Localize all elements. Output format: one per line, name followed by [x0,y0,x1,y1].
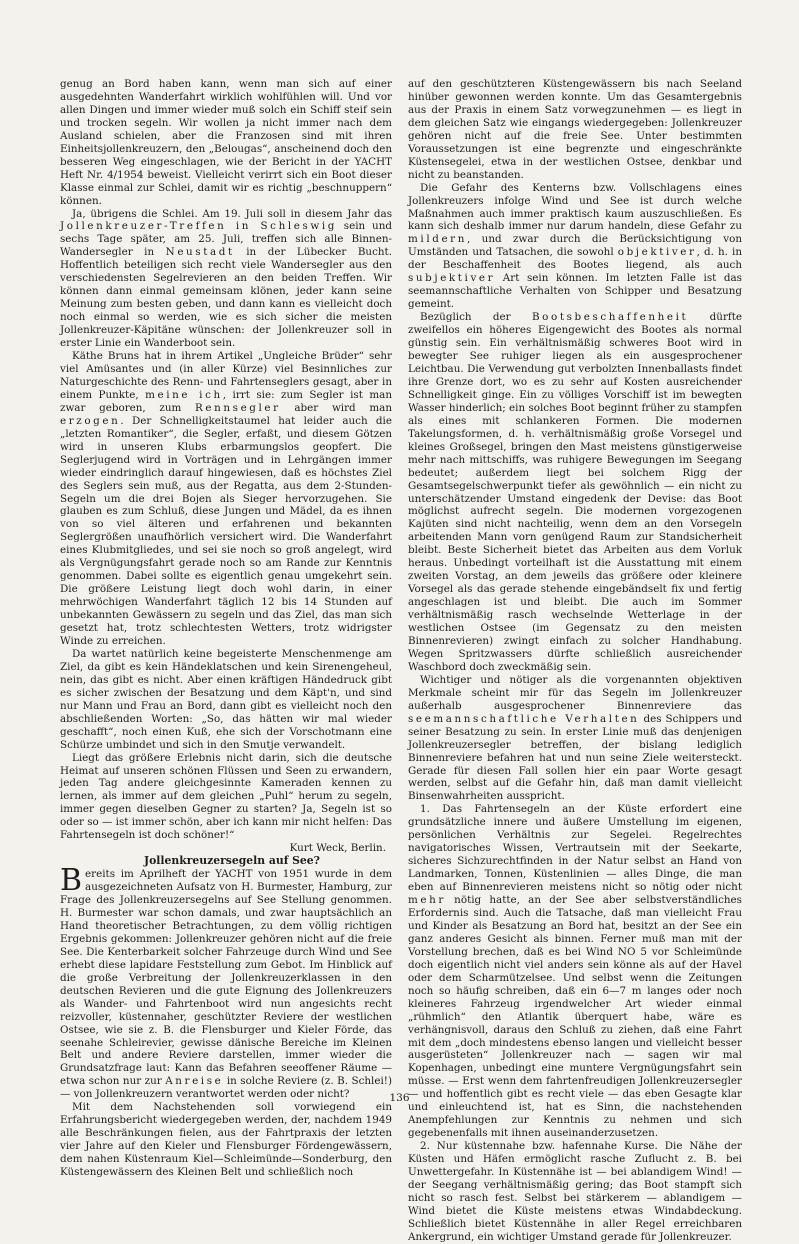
paragraph: Liegt das größere Erlebnis nicht darin, sich die deutsche Heimat auf unseren schönen Flüssen und Seen zu erwandern, jeden Tag andere gleichgesinnte Kameraden kennen zu lernen, als immer auf dem gleichen „Puhl“ herum zu segeln, immer gegen dieselben Gegner zu starten? Ja, Segeln ist so oder so — ist immer schön, aber ich kann mir nicht helfen: Das Fahrtensegeln ist doch schöner!“ [60,751,392,842]
drop-cap: B [60,863,83,899]
paragraph: Bereits im Aprilheft der YACHT von 1951 wurde in dem ausgezeichneten Aufsatz von H. Burmester, Hamburg, zur Frage des Jollenkreuzersegelns auf See Stellung genommen. H. Burmester war schon damals, und zwar hauptsächlich an Hand theoretischer Betrachtungen, zu dem völlig richtigen Ergebnis gekommen: Jollenkreuzer gehören nicht auf die freie See. Die Kenterbarkeit solcher Fahrzeuge durch Wind und See erhebt diese lapidare Feststellung zum Gebot. Im Hinblick auf die große Verbreitung der Jollenkreuzerklassen in den deutschen Revieren und die gute Eignung des Jollenkreuzers als Wander- und Fahrtenboot wird nun angesichts recht reizvoller, küstennaher, geschützter Reviere der westlichen Ostsee, wie sie z. B. die Flensburger und Kieler Förde, das seenahe Schleirevier, gewisse dänische Bereiche im Kleinen Belt und andere Reviere darstellen, immer wieder die Grundsatzfrage laut: Kann das Befahren seeoffener Räume — etwa schon nur zur Anreise in solche Reviere (z. B. Schlei!) — von Jollenkreuzern verantwortet werden oder nicht? [60,863,392,1101]
paragraph: Die Gefahr des Kenterns bzw. Vollschlagens eines Jollenkreuzers infolge Wind und See ist durch welche Maßnahmen auch immer praktisch kaum auszuschließen. Es kann sich deshalb immer nur darum handeln, diese Gefahr zu mildern, und zwar durch die Berücksichtigung von Umständen und Tatsachen, die sowohl objektiver, d. h. in der Beschaffenheit des Bootes liegend, als auch subjektiver Art sein können. Im letzten Falle ist das seemannschaftliche Verhalten von Schipper und Besatzung gemeint. [408,181,743,311]
paragraph: Ja, übrigens die Schlei. Am 19. Juli soll in diesem Jahr das Jollenkreuzer-Treffen in Schleswig sein und sechs Tage später, am 25. Juli, treffen sich alle Binnen-Wandersegler in Neustadt in der Lübecker Bucht. Hoffentlich beteiligen sich recht viele Wandersegler aus den verschiedensten Segelrevieren an den beiden Treffen. Wir können dann einmal gemeinsam klönen, jeder kann seine Meinung zum besten geben, und dann kann es vielleicht doch noch einmal so werden, wie es sich sicher die meisten Jollenkreuzer-Käpitäne wünschen: der Jollenkreuzer soll in erster Linie ein Wanderboot sein. [60,207,392,350]
paragraph: auf den geschützteren Küstengewässern bis nach Seeland hinüber gewonnen werden konnte. Um das Gesamtergebnis aus der Praxis in einem Satz vorwegzunehmen — es liegt in dem gleichen Satz wie eingangs wiedergegeben: Jollenkreuzer gehören nicht auf die freie See. Unter bestimmten Voraussetzungen ist eine begrenzte und eingeschränkte Küstensegelei, etwa in der westlichen Ostsee, denkbar und nicht zu beanstanden. [408,78,742,181]
paragraph: Mit dem Nachstehenden soll vorwiegend ein Erfahrungsbericht wiedergegeben werden, der, nachdem 1949 alle Beschränkungen fielen, aus der Fahrtpraxis der letzten vier Jahre auf den Kieler und Flensburger Fördengewässern, dem nahen Küstenraum Kiel—Schleimünde—Sonderburg, den Küstengewässern des Kleinen Belt und schließlich noch [60,1101,392,1179]
author-signature: Kurt Weck, Berlin. [289,842,386,855]
paragraph: 1. Das Fahrtensegeln an der Küste erfordert eine grundsätzliche innere und äußere Umstellung im eigenen, persönlichen Verhältnis zur Segelei. Regelrechtes navigatorisches Wissen, Vertrautsein mit der Seekarte, sicheres Sichzurechtfinden in der Natur selbst an Hand von Landmarken, Tonnen, Küstenlinien — alles Dinge, die man eben auf Binnenrevieren meistens nicht so nötig oder nicht mehr nötig hatte, an der See aber selbstverständliches Erfordernis sind. Auch die Tatsache, daß man vielleicht Frau und Kinder als Besatzung an Bord hat, besitzt an der See ein ganz anderes Gesicht als binnen. Ferner muß man mit der Vorstellung brechen, daß es bei Wind NO 5 vor Schleimünde doch eigentlich nicht viel anders sein könne als auf der Havel oder dem Scharmützelsee. Und selbst wenn die Zeitungen noch so häufig schreiben, daß ein 6—7 m langes oder noch kleineres Fahrzeug irgendwelcher Art wieder einmal „rühmlich“ den Atlantik überquert habe, wäre es verhängnisvoll, daraus den Schluß zu ziehen, daß eine Fahrt mit dem „doch mindestens ebenso langen und vielleicht besser ausgerüsteten“ Jollenkreuzer nach — sagen wir mal Kopenhagen, unbedingt eine muntere Vergnügungsfahrt sein müsse. — Erst wenn dem fahrtenfreudigen Jollenkreuzersegler — und hoffentlich gibt es recht viele — das eben Gesagte klar und einleuchtend ist, hat es Sinn, die nachstehenden Anempfehlungen zur Kenntnis zu nehmen und sich gegebenenfalls mit ihnen auseinanderzusetzen. [408,803,742,1140]
paragraph: genug an Bord haben kann, wenn man sich auf einer ausgedehnten Wanderfahrt wirklich wohlfühlen will. Und vor allen Dingen und immer wieder muß solch ein Schiff steif sein und trocken segeln. Wir wollen ja nicht immer nach dem Ausland schielen, aber die Franzosen sind mit ihren Einheitsjollenkreuzern, den „Belougas“, anscheinend doch den besseren Weg eingeschlagen, wie der Bericht in der YACHT Heft Nr. 4/1954 beweist. Vielleicht verirrt sich ein Boot dieser Klasse einmal zur Schlei, damit wir es richtig „beschnuppern“ können. [60,78,392,207]
left-column [60,78,392,1179]
article-heading: Jollenkreuzersegeln auf See? [144,854,320,868]
page-number: 136 [389,1092,410,1104]
paragraph: Wichtiger und nötiger als die vorgenannten objektiven Merkmale scheint mir für das Segeln im Jollenkreuzer außerhalb ausgesprochener Binnenreviere das seemannschaftliche Verhalten des Schippers und seiner Besatzung zu sein. In erster Linie muß das denjenigen Jollenkreuzersegler betreffen, der bislang lediglich Binnenreviere befahren hat und nun seine Ziele weitersteckt. Gerade für diesen Fall sollen hier ein paar Worte gesagt werden, selbst auf die Gefahr hin, daß man damit vielleicht Binsenwahrheiten ausspricht. [408,673,742,803]
paragraph: 2. Nur küstennahe bzw. hafennahe Kurse. Die Nähe der Küsten und Häfen ermöglicht rasche Zuflucht z. B. bei Unwettergefahr. In Küstennähe ist — bei ablandigem Wind! — der Seegang verhältnismäßig gering; das Boot stampft sich nicht so rasch fest. Selbst bei stärkerem — ablandigem — Wind bietet die Küste meistens etwas Windabdeckung. Schließlich bietet Küstennähe in aller Regel erreichbaren Ankergrund, ein wichtiger Umstand gerade für Jollenkreuzer. [408,1140,742,1243]
paragraph: Käthe Bruns hat in ihrem Artikel „Ungleiche Brüder“ sehr viel Amüsantes und (in aller Kürze) viel Besinnliches zur Naturgeschichte des Renn- und Fahrtenseglers gesagt, aber in einem Punkte, meine ich, irrt sie: zum Segler ist man zwar geboren, zum Rennsegler aber wird man erzogen. Der Schnelligkeitstaumel hat leider auch die „letzten Romantiker“, die Segler, erfaßt, und diesem Götzen wird in unseren Klubs erbarmungslos geopfert. Die Seglerjugend wird in Vorträgen und in Lehrgängen immer wieder eindringlich darauf hingewiesen, daß es höchstes Ziel des Seglers sein muß, aus der Regatta, aus dem 2-Stunden-Segeln um die drei Bojen als Sieger hervorzugehen. Sie glauben es zum Schluß, diese Jungen und Mädel, da es ihnen von so viel älteren und erfahrenen und bekannten Seglergrößen unaufhörlich versichert wird. Die Wanderfahrt eines Klubmitgliedes, und sei sie noch so groß angelegt, wird als Vergnügungsfahrt gerade noch so am Rande zur Kenntnis genommen. Dabei sollte es eigentlich genau umgekehrt sein. Die größere Leistung liegt doch wohl darin, in einer mehrwöchigen Wanderfahrt täglich 12 bis 14 Stunden auf unbekannten Gewässern zu segeln und das Ziel, das man sich gesetzt hat, trotz schlechtesten Wetters, trotz widrigster Winde zu erreichen. [60,350,392,647]
right-column [408,78,742,1244]
paragraph: Da wartet natürlich keine begeisterte Menschenmenge am Ziel, da gibt es kein Händeklatschen und kein Sirenengeheul, nein, das gibt es nicht. Aber einen kräftigen Händedruck gibt es sicher zwischen der Besatzung und dem Käpt'n, und sind nur Mann und Frau an Bord, dann gibt es vielleicht noch den abschließenden Worten: „So, das hätten wir mal wieder geschafft“, noch einen Kuß, ehe sich der Vorschotmann eine Schürze umbindet und sich in den Smutje verwandelt. [60,647,392,751]
paragraph: Bezüglich der Bootsbeschaffenheit dürfte zweifellos ein höheres Eigengewicht des Bootes als normal günstig sein. Ein verhältnismäßig schweres Boot wird in bewegter See ruhiger liegen als ein ausgesprochener Leichtbau. Die Verwendung gut verbolzten Innenballasts findet ihre Grenze dort, wo es zu sehr auf Kosten ausreichender Schnelligkeit ginge. Ein zu völliges Vorschiff ist im bewegten Wasser hinderlich; ein solches Boot beginnt früher zu stampfen als eines mit schlankeren Formen. Die modernen Takelungsformen, d. h. verhältnismäßig große Vorsegel und kleines Großsegel, bringen den Mast meistens günstigerweise mehr nach mittschiffs, was ruhigere Bewegungen im Seegang bedeutet; außerdem liegt bei solchem Rigg der Gesamtsegelschwerpunkt tiefer als gewöhnlich — ein nicht zu unterschätzender Umstand eingedenk der Devise: das Boot möglichst aufrecht segeln. Die modernen vorgezogenen Kajüten sind nicht nachteilig, wenn dem an den Vorsegeln arbeitenden Mann vorn genügend Raum zur Standsicherheit bleibt. Beste Sicherheit bietet das Arbeiten aus dem Vorluk heraus. Unbedingt vorteilhaft ist die Ausstattung mit einem zweiten Vorstag, an dem jeweils das größere oder kleinere Vorsegel als das gerade stehende eingebändselt fix und fertig angeschlagen ist und bleibt. Die auch im Sommer verhältnismäßig rasch wechselnde Wetterlage in der westlichen Ostsee (im Gegensatz zu den meisten Binnenrevieren) zwingt einfach zu solcher Handhabung. Wegen Spritzwassers dürfte schließlich ausreichender Waschbord doch zweckmäßig sein. [408,311,742,673]
